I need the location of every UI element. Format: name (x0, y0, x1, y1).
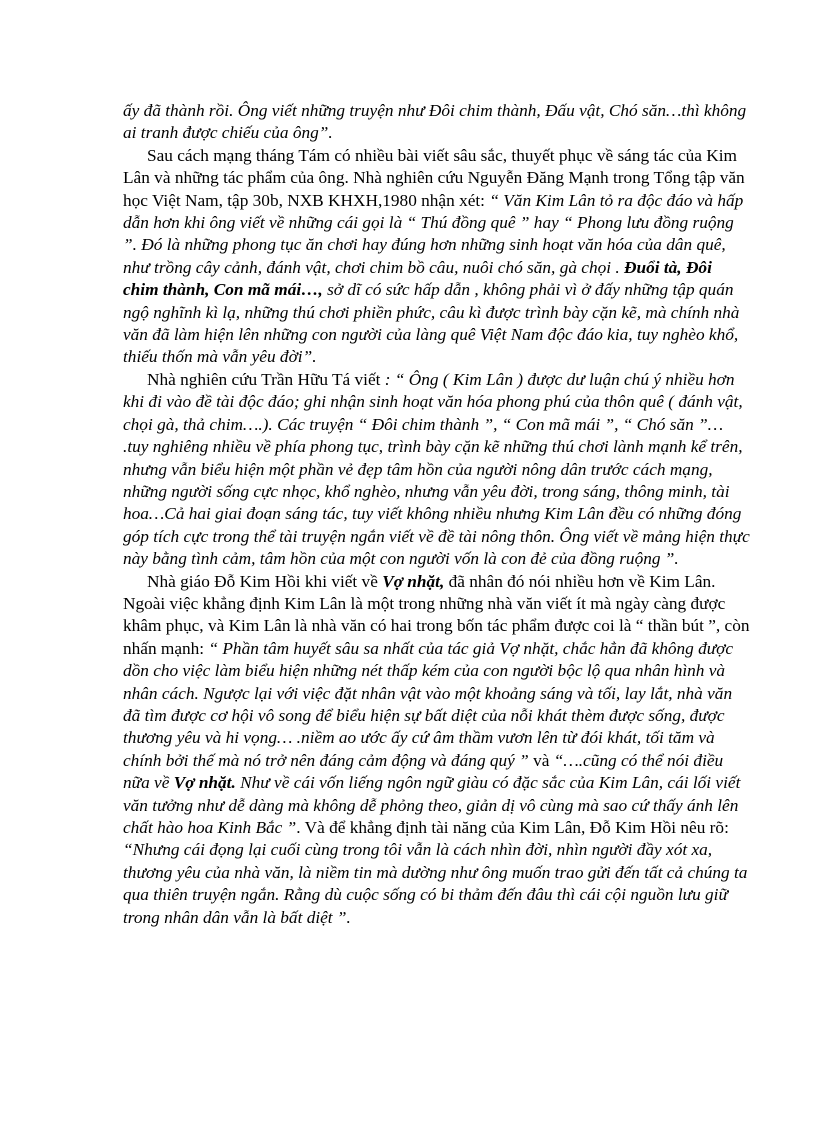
emphasis-title: Vợ nhặt. (173, 773, 236, 793)
paragraph-2 (123, 145, 751, 369)
body-text: Nhà giáo Đỗ Kim Hồi khi viết về (147, 571, 383, 591)
quote-text: sở dĩ có sức hấp dẫn , không phải vì ở đấy những tập quán ngộ nghĩnh kì lạ, những thú chơi phiền phức, câu kì được trình bày cặn kẽ, mà chính nhà văn đã làm hiện lên những con người của làng quê Việt Nam độc đáo kia, tuy nghèo khổ, thiếu thốn mà vẫn yêu đời”. (123, 280, 740, 367)
document-page (123, 100, 751, 929)
quote-text: Như về cái vốn liếng ngôn ngữ giàu có đặc sắc của Kim Lân, cái lối viết văn tưởng như dễ dàng mà không dễ phỏng theo, giản dị vô cùng mà sao cứ thấy ánh lên chất hào hoa Kinh Bắc ” (123, 773, 741, 837)
body-text: Nhà nghiên cứu Trần Hữu Tá viết (147, 369, 381, 389)
emphasis-title: Vợ nhặt, (382, 571, 445, 591)
paragraph-3 (123, 369, 751, 571)
quote-text: “….cũng có thể nói điều nữa về (123, 750, 724, 793)
quote-text: ấy đã thành rồi. Ông viết những truyện như Đôi chim thành, Đấu vật, Chó săn…thì không ai tranh được chiếu của ông”. (123, 101, 747, 143)
paragraph-4 (123, 571, 751, 930)
quote-text: “ Phần tâm huyết sâu sa nhất của tác giả Vợ nhặt, chắc hẳn đã không được dồn cho việc làm biểu hiện những nét thấp kém của con người bộc lộ qua nhân hình và nhân cách. Ngược lại với việc đặt nhân vật vào một khoảng sáng và tối, lay lắt, nhà văn đã tìm được cơ hội vô song để biểu hiện sự bất diệt của nỗi khát thèm được sống, được thương yêu và hi vọng… .niềm ao ước ấy cứ âm thầm vươn lên từ đói khát, tối tăm và chính bởi thế mà nó trở nên đáng cảm động và đáng quý ” (123, 638, 734, 770)
paragraph-1 (123, 100, 751, 145)
quote-text: “Nhưng cái đọng lại cuối cùng trong tôi vẫn là cách nhìn đời, nhìn người đầy xót xa, thương yêu của nhà văn, là niềm tin mà dường như ông muốn trao gửi đến tất cả chúng ta qua thiên truyện ngắn. Rằng dù cuộc sống có bi thảm đến đâu thì cái cội nguồn lưu giữ trong nhân dân vẫn là bất diệt ”. (123, 840, 748, 927)
body-text: đã nhân đó nói nhiều hơn về Kim Lân. Ngoài việc khẳng định Kim Lân là một trong những nhà văn viết ít mà ngày càng được khâm phục, và Kim Lân là nhà văn có hai trong bốn tác phẩm được coi là “ thần bút ”, còn nhấn mạnh: (123, 571, 750, 658)
quote-text: “ Văn Kim Lân tỏ ra độc đáo và hấp dẫn hơn khi ông viết về những cái gọi là “ Thú đồng quê ” hay “ Phong lưu đồng ruộng ”. Đó là những phong tục ăn chơi hay đúng hơn những sinh hoạt văn hóa của dân quê, như trồng cây cảnh, đánh vật, chơi chim bồ câu, nuôi chó săn, gà chọi . (123, 190, 744, 277)
quote-text: : “ Ông ( Kim Lân ) được dư luận chú ý nhiều hơn khi đi vào đề tài độc đáo; ghi nhận sinh hoạt văn hóa phong phú của thôn quê ( đánh vật, chọi gà, thả chim….). Các truyện “ Đôi chim thành ”, “ Con mã mái ”, “ Chó săn ”… .tuy nghiêng nhiều về phía phong tục, trình bày cặn kẽ những thú chơi lành mạnh kể trên, nhưng vẫn biểu hiện một phần vẻ đẹp tâm hồn của người nông dân trước cách mạng, những người sống cực nhọc, khổ nghèo, nhưng vẫn yêu đời, trong sáng, thông minh, tài hoa…Cả hai giai đoạn sáng tác, tuy viết không nhiều nhưng Kim Lân đều có những đóng góp tích cực trong thể tài truyện ngắn viết về đề tài nông thôn. Ông viết về mảng hiện thực này bằng tình cảm, tâm hồn của một con người vốn là con đẻ của đồng ruộng ”. (123, 369, 750, 569)
body-text: Sau cách mạng tháng Tám có nhiều bài viết sâu sắc, thuyết phục về sáng tác của Kim Lân và những tác phẩm của ông. Nhà nghiên cứu Nguyễn Đăng Mạnh trong Tổng tập văn học Việt Nam, tập 30b, NXB KHXH,1980 nhận xét: (123, 145, 745, 210)
body-text: và (528, 750, 554, 770)
emphasis-titles: Đuổi tà, Đôi chim thành, Con mã mái…, (123, 257, 712, 300)
body-text: . Và để khẳng định tài năng của Kim Lân, Đỗ Kim Hồi nêu rõ: (296, 818, 729, 837)
